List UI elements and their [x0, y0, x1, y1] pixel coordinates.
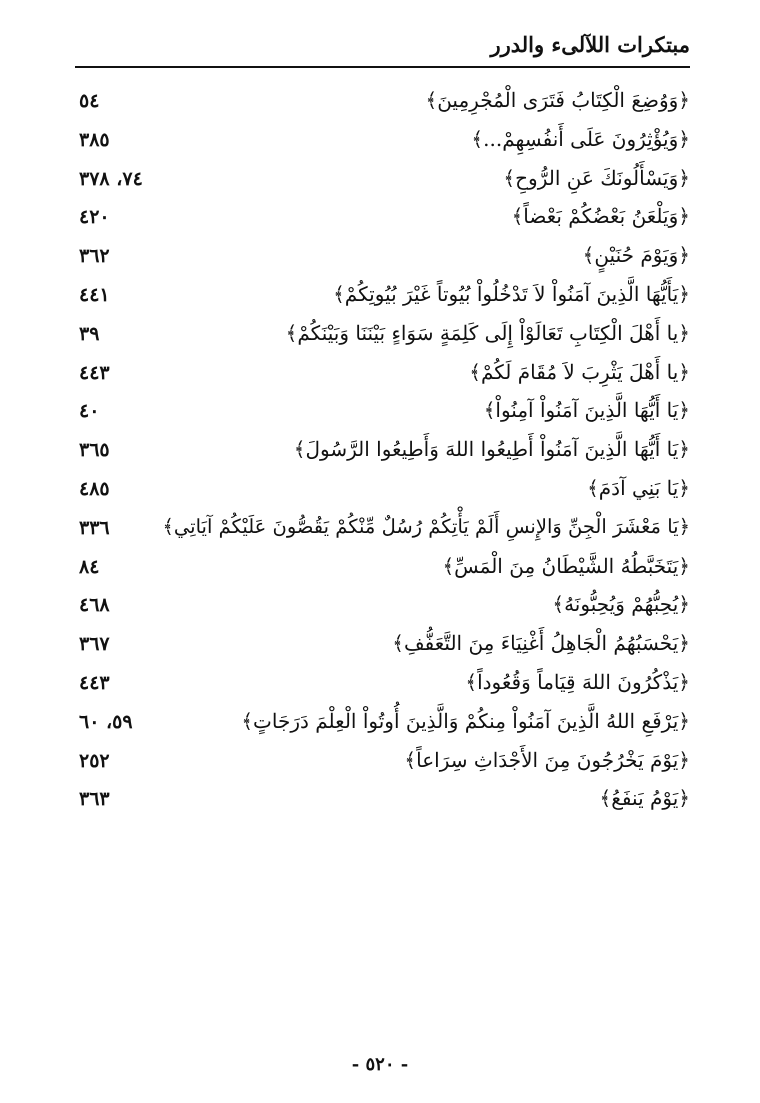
index-entry	[75, 627, 690, 666]
index-entry	[75, 200, 690, 239]
verse-text: ﴿يَحْسَبُهُمُ الْجَاهِلُ أَغْنِيَاءَ مِنَ التَّعَفُّفِ﴾	[392, 631, 690, 656]
verse-text: ﴿وَيُؤْثِرُونَ عَلَى أَنفُسِهِمْ...﴾	[471, 126, 690, 151]
index-entry	[75, 123, 690, 162]
verse-text: ﴿وَيَسْأَلُونَكَ عَنِ الرُّوحِ﴾	[503, 165, 690, 190]
running-header	[75, 30, 690, 68]
index-entry	[75, 162, 690, 201]
header-title: مبتكرات اللآلىء والدرر	[490, 32, 690, 57]
page-refs: ٣٦٢	[79, 245, 110, 268]
page-refs: ٣٦٧	[79, 633, 110, 656]
index-entry	[75, 744, 690, 783]
verse-index-list	[75, 84, 690, 821]
verse-text: ﴿يَرْفَعِ اللهُ الَّذِينَ آمَنُواْ مِنكُمْ وَالَّذِينَ أُوتُواْ الْعِلْمَ دَرَجَاتٍ﴾	[241, 708, 690, 733]
verse-text: ﴿يَأَيُّهَا الَّذِينَ آمَنُواْ لاَ تَدْخُلُواْ بُيُوتاً غَيْرَ بُيُوتِكُمْ﴾	[333, 281, 690, 306]
index-entry	[75, 239, 690, 278]
verse-text: ﴿يَا مَعْشَرَ الْجِنِّ وَالإِنسِ أَلَمْ يَأْتِكُمْ رُسُلٌ مِّنْكُمْ يَقُصُّونَ عَلَيْكُمْ آيَاتِي﴾	[162, 514, 690, 538]
index-entry	[75, 511, 690, 550]
page-refs: ٤٤٣	[79, 671, 110, 694]
page-refs: ٧٤، ٣٧٨	[79, 167, 143, 190]
page-refs: ٤٢٠	[79, 206, 110, 229]
index-entry	[75, 472, 690, 511]
page-refs: ٤٨٥	[79, 477, 110, 500]
index-entry	[75, 550, 690, 589]
index-entry	[75, 84, 690, 123]
page-refs: ٣٣٦	[79, 516, 110, 539]
page-refs: ٣٩	[79, 322, 100, 345]
index-entry	[75, 394, 690, 433]
verse-text: ﴿يَذْكُرُونَ اللهَ قِيَاماً وَقُعُوداً﴾	[465, 669, 690, 694]
verse-text: ﴿يُحِبُّهُمْ وَيُحِبُّونَهُ﴾	[552, 592, 690, 617]
verse-text: ﴿يا أَهْلَ يَثْرِبَ لاَ مُقَامَ لَكُمْ﴾	[469, 359, 690, 384]
verse-text: ﴿يا أَهْلَ الْكِتَابِ تَعَالَوْاْ إِلَى كَلِمَةٍ سَوَاءٍ بَيْنَنَا وَبَيْنَكُمْ﴾	[285, 320, 690, 345]
page-refs: ٣٦٥	[79, 439, 110, 462]
page-refs: ٥٩، ٦٠	[79, 710, 133, 733]
index-entry	[75, 356, 690, 395]
page-refs: ٣٦٣	[79, 788, 110, 811]
index-entry	[75, 278, 690, 317]
index-entry	[75, 317, 690, 356]
page-refs: ٥٤	[79, 90, 100, 112]
verse-text: ﴿وَيَوْمَ حُنَيْنٍ﴾	[582, 243, 690, 268]
page-refs: ٤٠	[79, 400, 100, 423]
page-refs: ٣٨٥	[79, 128, 110, 151]
verse-text: ﴿يَا بَنِي آدَمَ﴾	[587, 475, 690, 500]
index-entry	[75, 705, 690, 744]
page-refs: ٤٤٣	[79, 361, 110, 384]
verse-text: ﴿يَتَخَبَّطُهُ الشَّيْطَانُ مِنَ الْمَسِّ﴾	[442, 553, 690, 578]
index-entry	[75, 588, 690, 627]
page-refs: ٢٥٢	[79, 749, 110, 772]
page-refs: ٨٤	[79, 555, 100, 578]
index-entry	[75, 433, 690, 472]
verse-text: ﴿يَا أَيُّهَا الَّذِينَ آمَنُواْ آمِنُواْ﴾	[483, 398, 690, 423]
index-entry	[75, 782, 690, 821]
page-refs: ٤٦٨	[79, 594, 110, 617]
verse-text: ﴿يَوْمَ يَخْرُجُونَ مِنَ الأَجْدَاثِ سِرَاعاً﴾	[404, 747, 690, 772]
index-entry	[75, 666, 690, 705]
verse-text: ﴿وَيَلْعَنُ بَعْضُكُمْ بَعْضاً﴾	[511, 204, 690, 229]
verse-text: ﴿يَوْمُ يَنفَعُ﴾	[599, 786, 690, 811]
page-refs: ٤٤١	[79, 283, 110, 306]
verse-text: ﴿يَا أَيُّهَا الَّذِينَ آمَنُواْ أَطِيعُوا اللهَ وَأَطِيعُوا الرَّسُولَ﴾	[293, 437, 690, 462]
verse-text: ﴿وَوُضِعَ الْكِتَابُ فَتَرَى الْمُجْرِمِينَ﴾	[425, 88, 690, 112]
page-number: - ٥٢٠ -	[351, 1054, 409, 1075]
